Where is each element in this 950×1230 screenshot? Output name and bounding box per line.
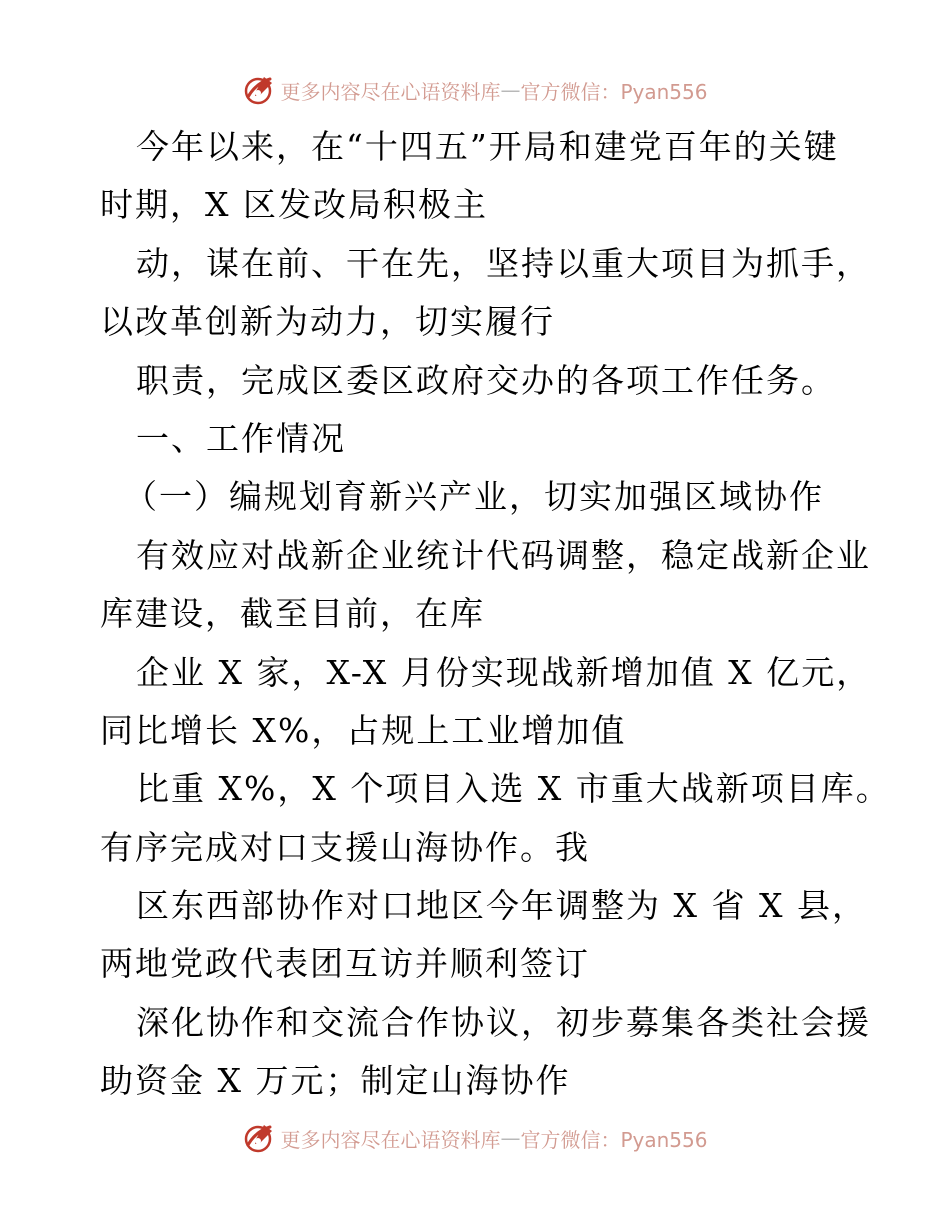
text-line: 今年以来，在“十四五”开局和建党百年的关键 [136,127,839,166]
text-line: 比重 X%，X 个项目入选 X 市重大战新项目库。 [136,769,891,809]
text-line: 动，谋在前、干在先，坚持以重大项目为抓手， [136,243,871,283]
text-line: 以改革创新为动力，切实履行 [100,302,555,342]
text-line: 区东西部协作对口地区今年调整为 X 省 X 县， [136,886,867,926]
text-line: 同比增长 X%，占规上工业增加值 [100,710,627,750]
watermark-banner-top [0,70,950,110]
text-line: 两地党政代表团互访并顺利签订 [100,944,590,984]
text-line: 深化协作和交流合作协议，初步募集各类社会援 [136,1002,871,1042]
watermark-separator: — [500,1126,521,1150]
watermark-wechat-text: 官方微信：Pyan556 [520,79,708,104]
text-line: 企业 X 家，X-X 月份实现战新增加值 X 亿元， [136,652,872,692]
watermark-brand-text: 更多内容尽在心语资料库 [280,79,501,104]
text-line: 时期，X 区发改局积极主 [100,185,488,225]
text-line: 有效应对战新企业统计代码调整，稳定战新企业 [136,535,871,575]
document-body [100,118,891,1111]
text-line: 有序完成对口支援山海协作。我 [100,827,590,867]
text-line: 职责，完成区委区政府交办的各项工作任务。 [136,360,836,400]
subsection-heading: （一）编规划育新兴产业，切实加强区域协作 [124,477,824,517]
watermark-separator: — [500,78,521,102]
section-heading: 一、工作情况 [136,418,346,458]
watermark-banner-bottom [0,1118,950,1158]
pen-swirl-logo-icon [242,1121,276,1155]
text-line: 助资金 X 万元；制定山海协作 [100,1061,571,1101]
text-line: 库建设，截至目前，在库 [100,594,485,634]
watermark-wechat-text: 官方微信：Pyan556 [520,1127,708,1152]
pen-swirl-logo-icon [242,73,276,107]
watermark-brand-text: 更多内容尽在心语资料库 [280,1127,501,1152]
